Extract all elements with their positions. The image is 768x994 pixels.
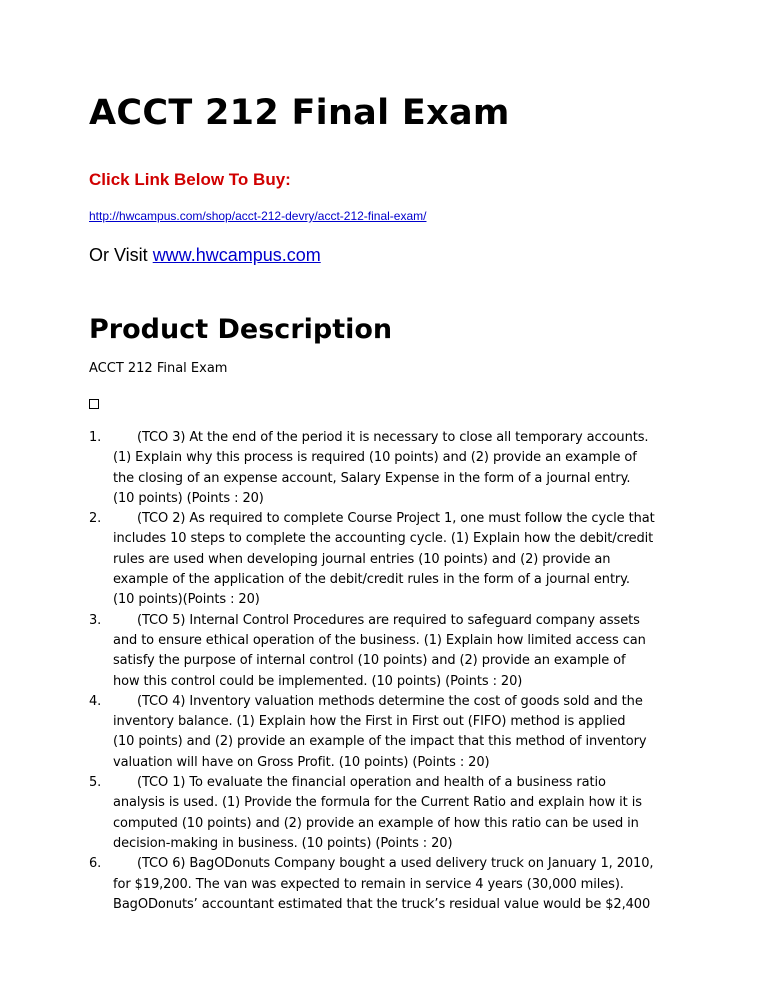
question-number: 4.: [89, 693, 102, 709]
question-text-line: BagODonuts’ accountant estimated that the truck’s residual value would be $2,400: [113, 896, 651, 912]
question-text-line: (TCO 4) Inventory valuation methods determine the cost of goods sold and the: [137, 693, 643, 709]
question-item: [89, 854, 689, 915]
visit-link[interactable]: www.hwcampus.com: [152, 245, 321, 265]
section-heading: Product Description: [89, 314, 393, 345]
question-text-line: for $19,200. The van was expected to remain in service 4 years (30,000 miles).: [113, 876, 624, 892]
question-item: [89, 428, 689, 509]
question-number: 3.: [89, 612, 102, 628]
question-text-line: includes 10 steps to complete the accounting cycle. (1) Explain how the debit/credit: [113, 531, 654, 547]
question-text-line: analysis is used. (1) Provide the formula for the Current Ratio and explain how it is: [113, 795, 642, 811]
question-text-line: computed (10 points) and (2) provide an example of how this ratio can be used in: [113, 815, 639, 831]
question-text-line: (10 points) (Points : 20): [113, 490, 264, 506]
question-text-line: inventory balance. (1) Explain how the First in First out (FIFO) method is applied: [113, 714, 626, 730]
checkbox-icon: [89, 399, 99, 409]
buy-label: Click Link Below To Buy:: [89, 170, 291, 189]
question-text-line: and to ensure ethical operation of the business. (1) Explain how limited access can: [113, 632, 646, 648]
buy-link[interactable]: http://hwcampus.com/shop/acct-212-devry/acct-212-final-exam/: [89, 209, 427, 223]
question-text-line: (TCO 1) To evaluate the financial operation and health of a business ratio: [137, 775, 606, 791]
question-text-line: example of the application of the debit/credit rules in the form of a journal entry.: [113, 572, 630, 588]
question-item: [89, 692, 689, 773]
question-text-line: how this control could be implemented. (10 points) (Points : 20): [113, 673, 523, 689]
question-text-line: (10 points)(Points : 20): [113, 592, 260, 608]
question-text-line: (TCO 3) At the end of the period it is necessary to close all temporary accounts.: [137, 430, 649, 445]
question-text-line: decision-making in business. (10 points) (Points : 20): [113, 835, 453, 851]
question-item: [89, 509, 689, 610]
question-number: 5.: [89, 775, 102, 791]
question-text-line: valuation will have on Gross Profit. (10 points) (Points : 20): [113, 754, 490, 770]
question-number: 6.: [89, 856, 102, 872]
question-number: 1.: [89, 430, 102, 445]
question-item: [89, 611, 689, 692]
question-text-line: satisfy the purpose of internal control (10 points) and (2) provide an example of: [113, 653, 626, 669]
question-item: [89, 773, 689, 854]
question-list: [89, 428, 689, 915]
visit-line: [89, 244, 321, 266]
question-text-line: (10 points) and (2) provide an example of the impact that this method of inventory: [113, 734, 647, 750]
section-subtitle: ACCT 212 Final Exam: [89, 361, 228, 376]
question-text-line: (TCO 5) Internal Control Procedures are required to safeguard company assets: [137, 612, 640, 628]
visit-prefix: Or Visit: [89, 245, 153, 265]
page-title: ACCT 212 Final Exam: [89, 93, 510, 133]
question-number: 2.: [89, 511, 102, 527]
question-text-line: rules are used when developing journal entries (10 points) and (2) provide an: [113, 551, 611, 567]
question-text-line: (1) Explain why this process is required (10 points) and (2) provide an example of: [113, 450, 637, 466]
question-text-line: (TCO 2) As required to complete Course Project 1, one must follow the cycle that: [137, 511, 655, 527]
question-text-line: (TCO 6) BagODonuts Company bought a used delivery truck on January 1, 2010,: [137, 856, 654, 872]
question-text-line: the closing of an expense account, Salary Expense in the form of a journal entry.: [113, 470, 631, 486]
